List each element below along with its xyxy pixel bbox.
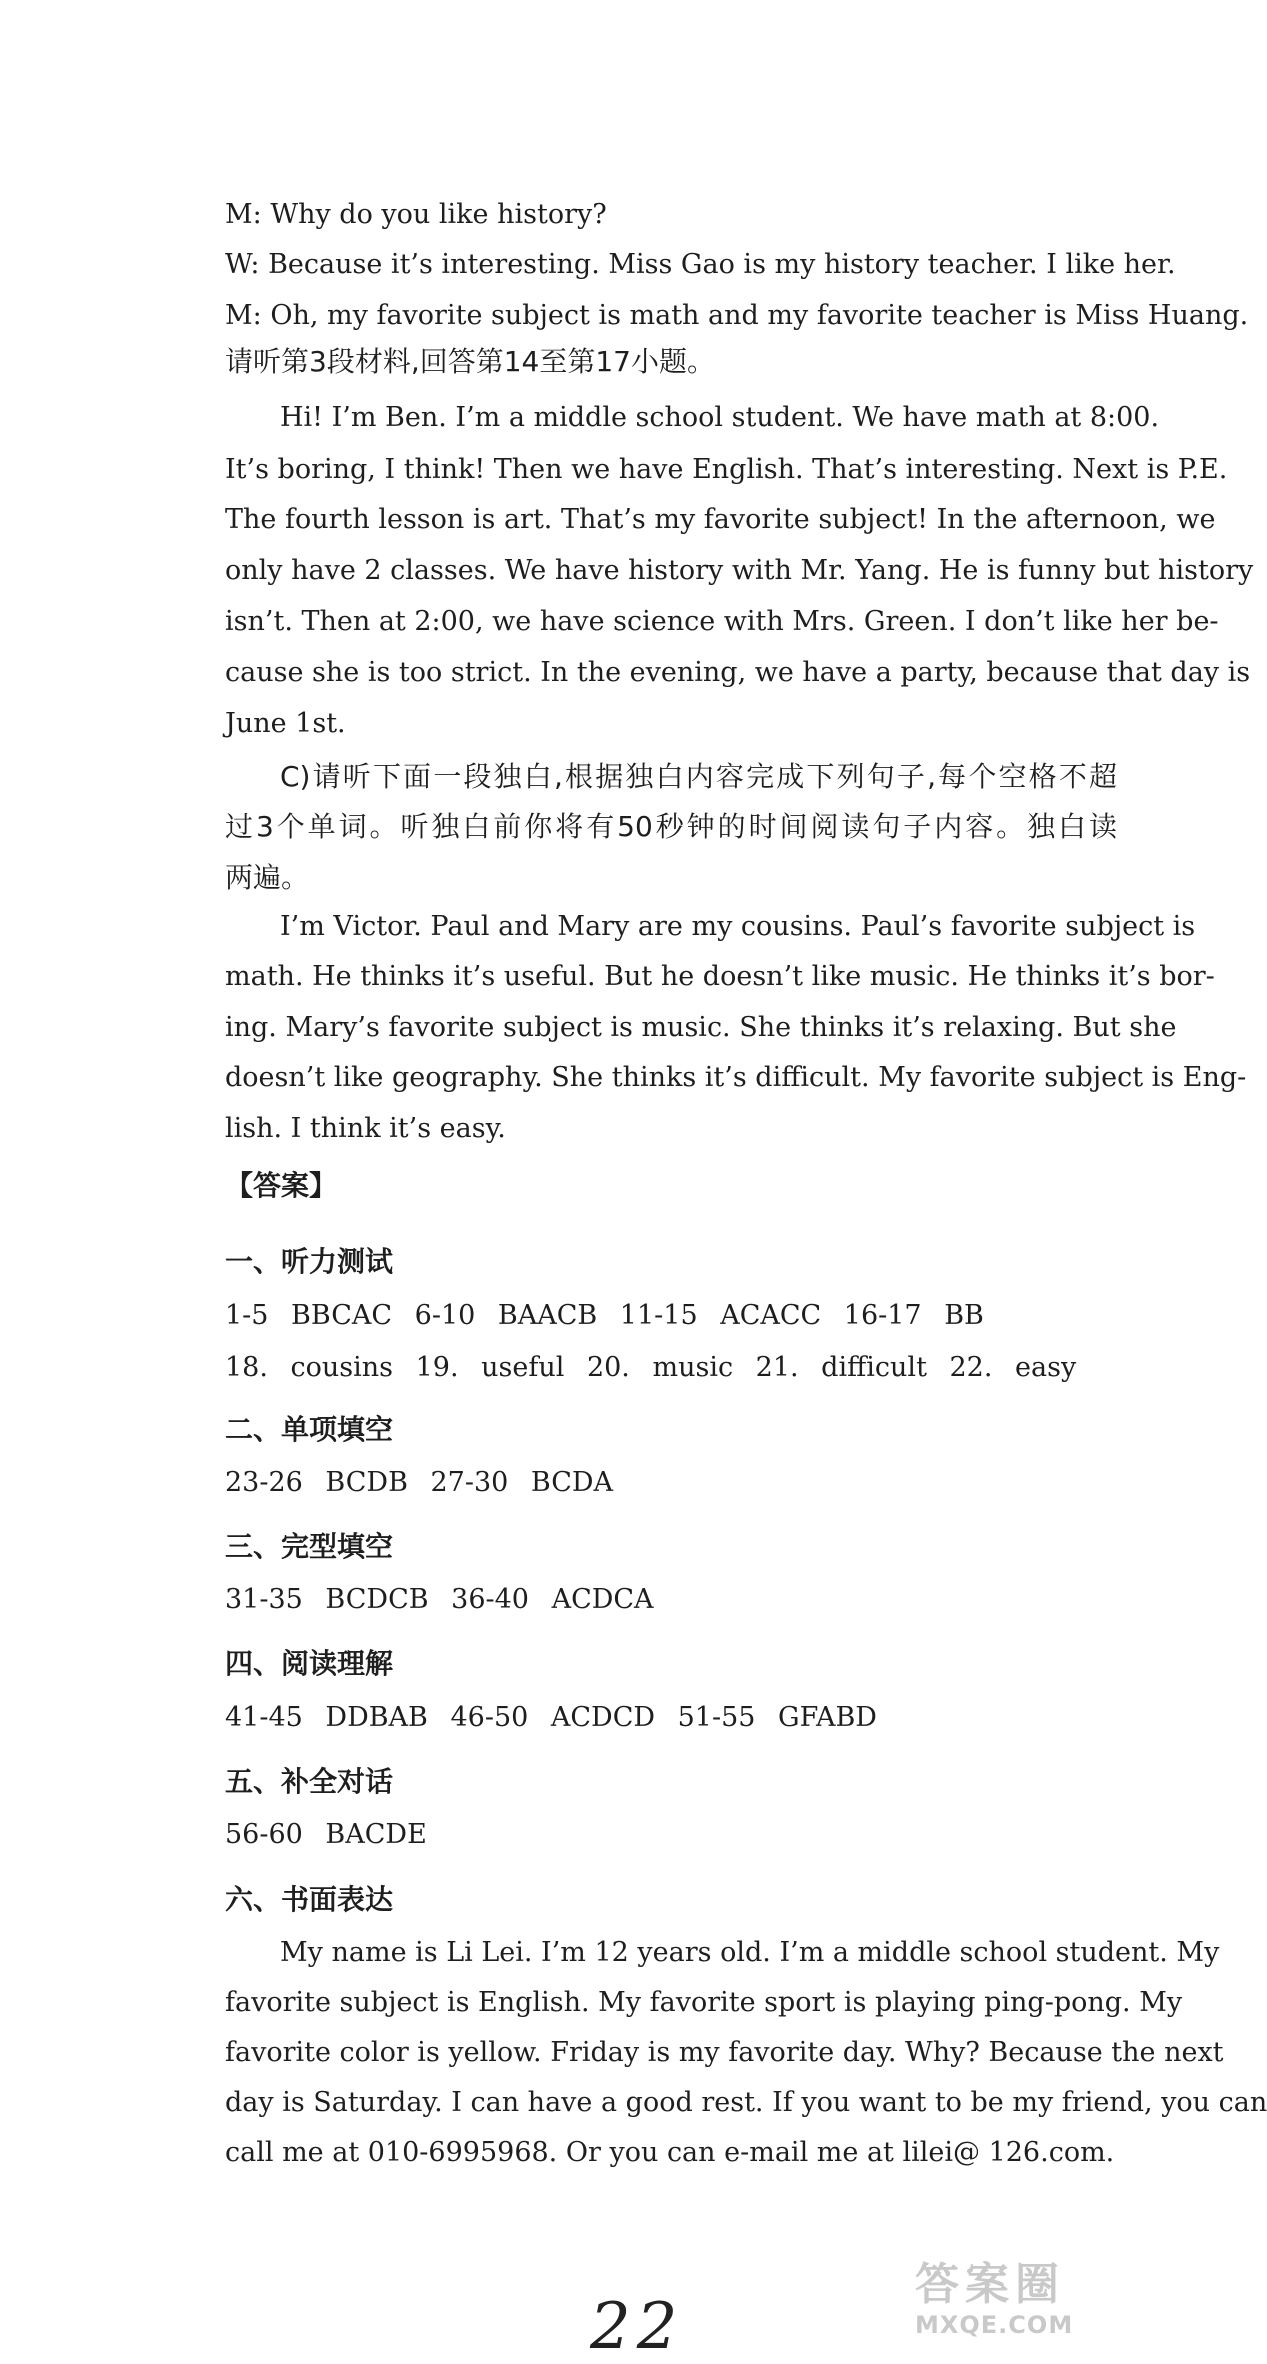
- essay-line: My name is Li Lei. I’m 12 years old. I’m a middle school student. My: [280, 1937, 1220, 1968]
- watermark-url: MXQE.COM: [915, 2311, 1074, 2339]
- answer-line: 56-60 BACDE: [225, 1819, 427, 1850]
- monologue-line: June 1st.: [225, 708, 346, 739]
- dialogue-line: M: Why do you like history?: [225, 199, 607, 230]
- section-heading: 三、完型填空: [225, 1530, 394, 1563]
- section-instruction: 两遍。: [225, 861, 310, 894]
- monologue-line: ing. Mary’s favorite subject is music. She thinks it’s relaxing. But she: [225, 1012, 1177, 1043]
- answer-line: 1-5 BBCAC 6-10 BAACB 11-15 ACACC 16-17 BB: [225, 1300, 984, 1331]
- dialogue-line: M: Oh, my favorite subject is math and my favorite teacher is Miss Huang.: [225, 300, 1249, 331]
- answer-line: 18. cousins 19. useful 20. music 21. difficult 22. easy: [225, 1352, 1077, 1383]
- dialogue-line: W: Because it’s interesting. Miss Gao is my history teacher. I like her.: [225, 249, 1176, 280]
- section-instruction: 过3个单词。听独白前你将有50秒钟的时间阅读句子内容。独白读: [225, 810, 1117, 843]
- answer-line: 23-26 BCDB 27-30 BCDA: [225, 1467, 614, 1498]
- monologue-line: lish. I think it’s easy.: [225, 1113, 506, 1144]
- watermark-text: 答案圈: [915, 2259, 1065, 2310]
- monologue-line: only have 2 classes. We have history with Mr. Yang. He is funny but history: [225, 555, 1254, 586]
- watermark-logo: [915, 2260, 1145, 2350]
- page-number-handwritten: 22: [590, 2290, 684, 2364]
- section-heading: 四、阅读理解: [225, 1647, 394, 1680]
- essay-line: call me at 010-6995968. Or you can e-mail me at lilei@ 126.com.: [225, 2137, 1115, 2168]
- monologue-line: I’m Victor. Paul and Mary are my cousins. Paul’s favorite subject is: [280, 911, 1196, 942]
- essay-line: favorite color is yellow. Friday is my favorite day. Why? Because the next: [225, 2037, 1224, 2068]
- monologue-line: isn’t. Then at 2:00, we have science with Mrs. Green. I don’t like her be-: [225, 606, 1219, 637]
- section-heading: 五、补全对话: [225, 1765, 394, 1798]
- section-heading: 二、单项填空: [225, 1413, 394, 1446]
- monologue-line: It’s boring, I think! Then we have English. That’s interesting. Next is P.E.: [225, 454, 1228, 485]
- answers-title: 【答案】: [225, 1169, 338, 1202]
- monologue-line: doesn’t like geography. She thinks it’s difficult. My favorite subject is Eng-: [225, 1062, 1247, 1093]
- monologue-line: math. He thinks it’s useful. But he doesn’t like music. He thinks it’s bor-: [225, 961, 1215, 992]
- section-instruction: 请听第3段材料,回答第14至第17小题。: [225, 345, 715, 378]
- answer-line: 41-45 DDBAB 46-50 ACDCD 51-55 GFABD: [225, 1702, 877, 1733]
- essay-line: favorite subject is English. My favorite sport is playing ping-pong. My: [225, 1987, 1183, 2018]
- monologue-line: Hi! I’m Ben. I’m a middle school student. We have math at 8:00.: [280, 402, 1160, 433]
- essay-line: day is Saturday. I can have a good rest. If you want to be my friend, you can: [225, 2087, 1267, 2118]
- monologue-line: The fourth lesson is art. That’s my favorite subject! In the afternoon, we: [225, 504, 1216, 535]
- monologue-line: cause she is too strict. In the evening, we have a party, because that day is: [225, 657, 1251, 688]
- answer-line: 31-35 BCDCB 36-40 ACDCA: [225, 1584, 654, 1615]
- section-heading: 六、书面表达: [225, 1883, 394, 1916]
- section-instruction: C)请听下面一段独白,根据独白内容完成下列句子,每个空格不超: [280, 760, 1117, 793]
- section-heading: 一、听力测试: [225, 1245, 394, 1278]
